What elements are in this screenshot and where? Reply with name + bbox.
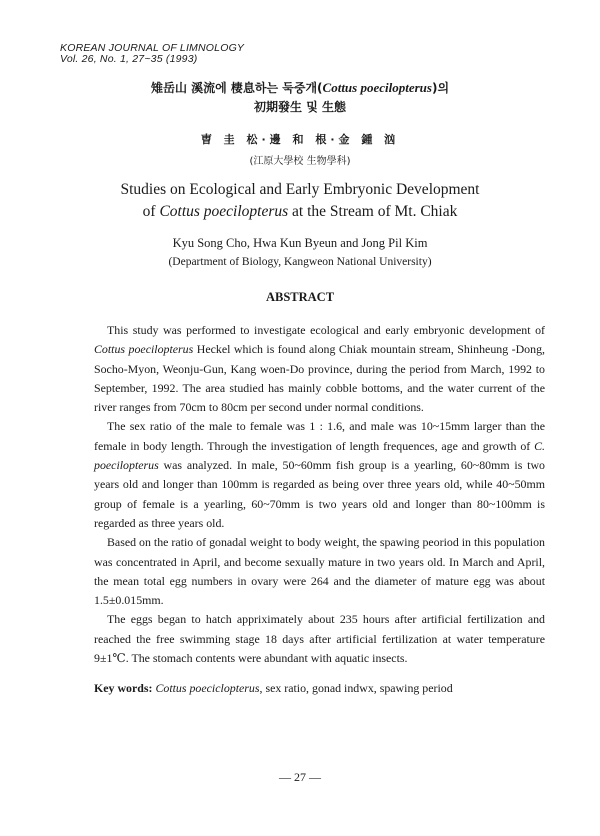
korean-authors: 曺 圭 松·邊 和 根·金 鍾 汹	[200, 133, 400, 146]
keywords-label: Key words:	[94, 681, 153, 695]
keywords-rest: , sex ratio, gonad indwx, spawing period	[259, 681, 453, 695]
journal-name: KOREAN JOURNAL OF LIMNOLOGY	[60, 42, 245, 54]
journal-citation: Vol. 26, No. 1, 27~35 (1993)	[60, 53, 198, 65]
korean-title-species: Cottus poecilopterus	[322, 80, 432, 95]
english-title-line2-pre: of	[142, 203, 160, 220]
abstract-p2-species: C. poecilopterus	[94, 438, 545, 473]
page-number: — 27 —	[279, 770, 321, 784]
abstract-heading: ABSTRACT	[265, 290, 335, 304]
abstract-paragraph-4: The eggs began to hatch appriximately about 235 hours after artificial fertilization and reached the free swimming stage 18 days after artificial fertilization at water temperature 9±1℃. The stomach contents were abundant with aquatic insects.	[94, 612, 545, 666]
english-authors: Kyu Song Cho, Hwa Kun Byeun and Jong Pil Kim	[172, 236, 428, 250]
korean-title-pre: 雉岳山 溪流에 棲息하는 둑중개(	[150, 81, 323, 95]
journal-info	[60, 43, 244, 65]
abstract-p1-species: Cottus poecilopterus	[94, 342, 194, 357]
abstract-p1-pre: This study was performed to investigate ecological and early embryonic development of	[107, 323, 545, 337]
english-title-line2	[60, 201, 540, 223]
korean-title-post: )의	[431, 81, 450, 95]
english-title-line2-post: at the Stream of Mt. Chiak	[288, 203, 458, 220]
keywords	[94, 681, 545, 696]
abstract-p2-pre: The sex ratio of the male to female was 1 : 1.6, and male was 10~15mm larger than the female in body length. Through the investigation of length frequences, age and growth of	[94, 419, 545, 453]
abstract-p2-post: was analyzed. In male, 50~60mm fish group is a yearling, 60~80mm is two years old and longer than 100mm is regarded as being over three years old, while 40~50mm group of female is a yearling, 60~70mm is two years old and longer than 80~100mm is regarded as three years old.	[94, 458, 545, 530]
english-title-species: Cottus poecilopterus	[159, 203, 289, 220]
abstract-paragraph-1	[94, 321, 545, 417]
korean-title-line1	[60, 78, 540, 98]
english-affiliation: (Department of Biology, Kangweon National University)	[168, 256, 432, 268]
abstract-p1-post: Heckel which is found along Chiak mountain stream, Shinheung -Dong, Socho-Myon, Weonju-Gun, Kang woen-Do province, during the period from March, 1992 to September, 1992. The area studied has mainly cobble bottoms, and the water current of the river ranges from 70cm to 80cm per second under normal conditions.	[94, 342, 545, 415]
korean-affiliation: (江原大學校 生物學科)	[249, 156, 351, 167]
abstract-paragraph-2	[94, 417, 545, 533]
english-title-line1: Studies on Ecological and Early Embryonic Development	[120, 181, 480, 198]
english-title	[60, 179, 540, 223]
korean-title-line2: 初期發生 및 生態	[254, 100, 346, 114]
keywords-species: Cottus poeciclopterus	[155, 681, 260, 695]
abstract-paragraph-3: Based on the ratio of gonadal weight to body weight, the spawing peoriod in this population was concentrated in April, and become sexually mature in two years old. In March and April, the mean total egg numbers in ovary were 264 and the diameter of mature egg was about 1.5±0.015mm.	[94, 535, 545, 608]
abstract-body	[94, 321, 545, 668]
